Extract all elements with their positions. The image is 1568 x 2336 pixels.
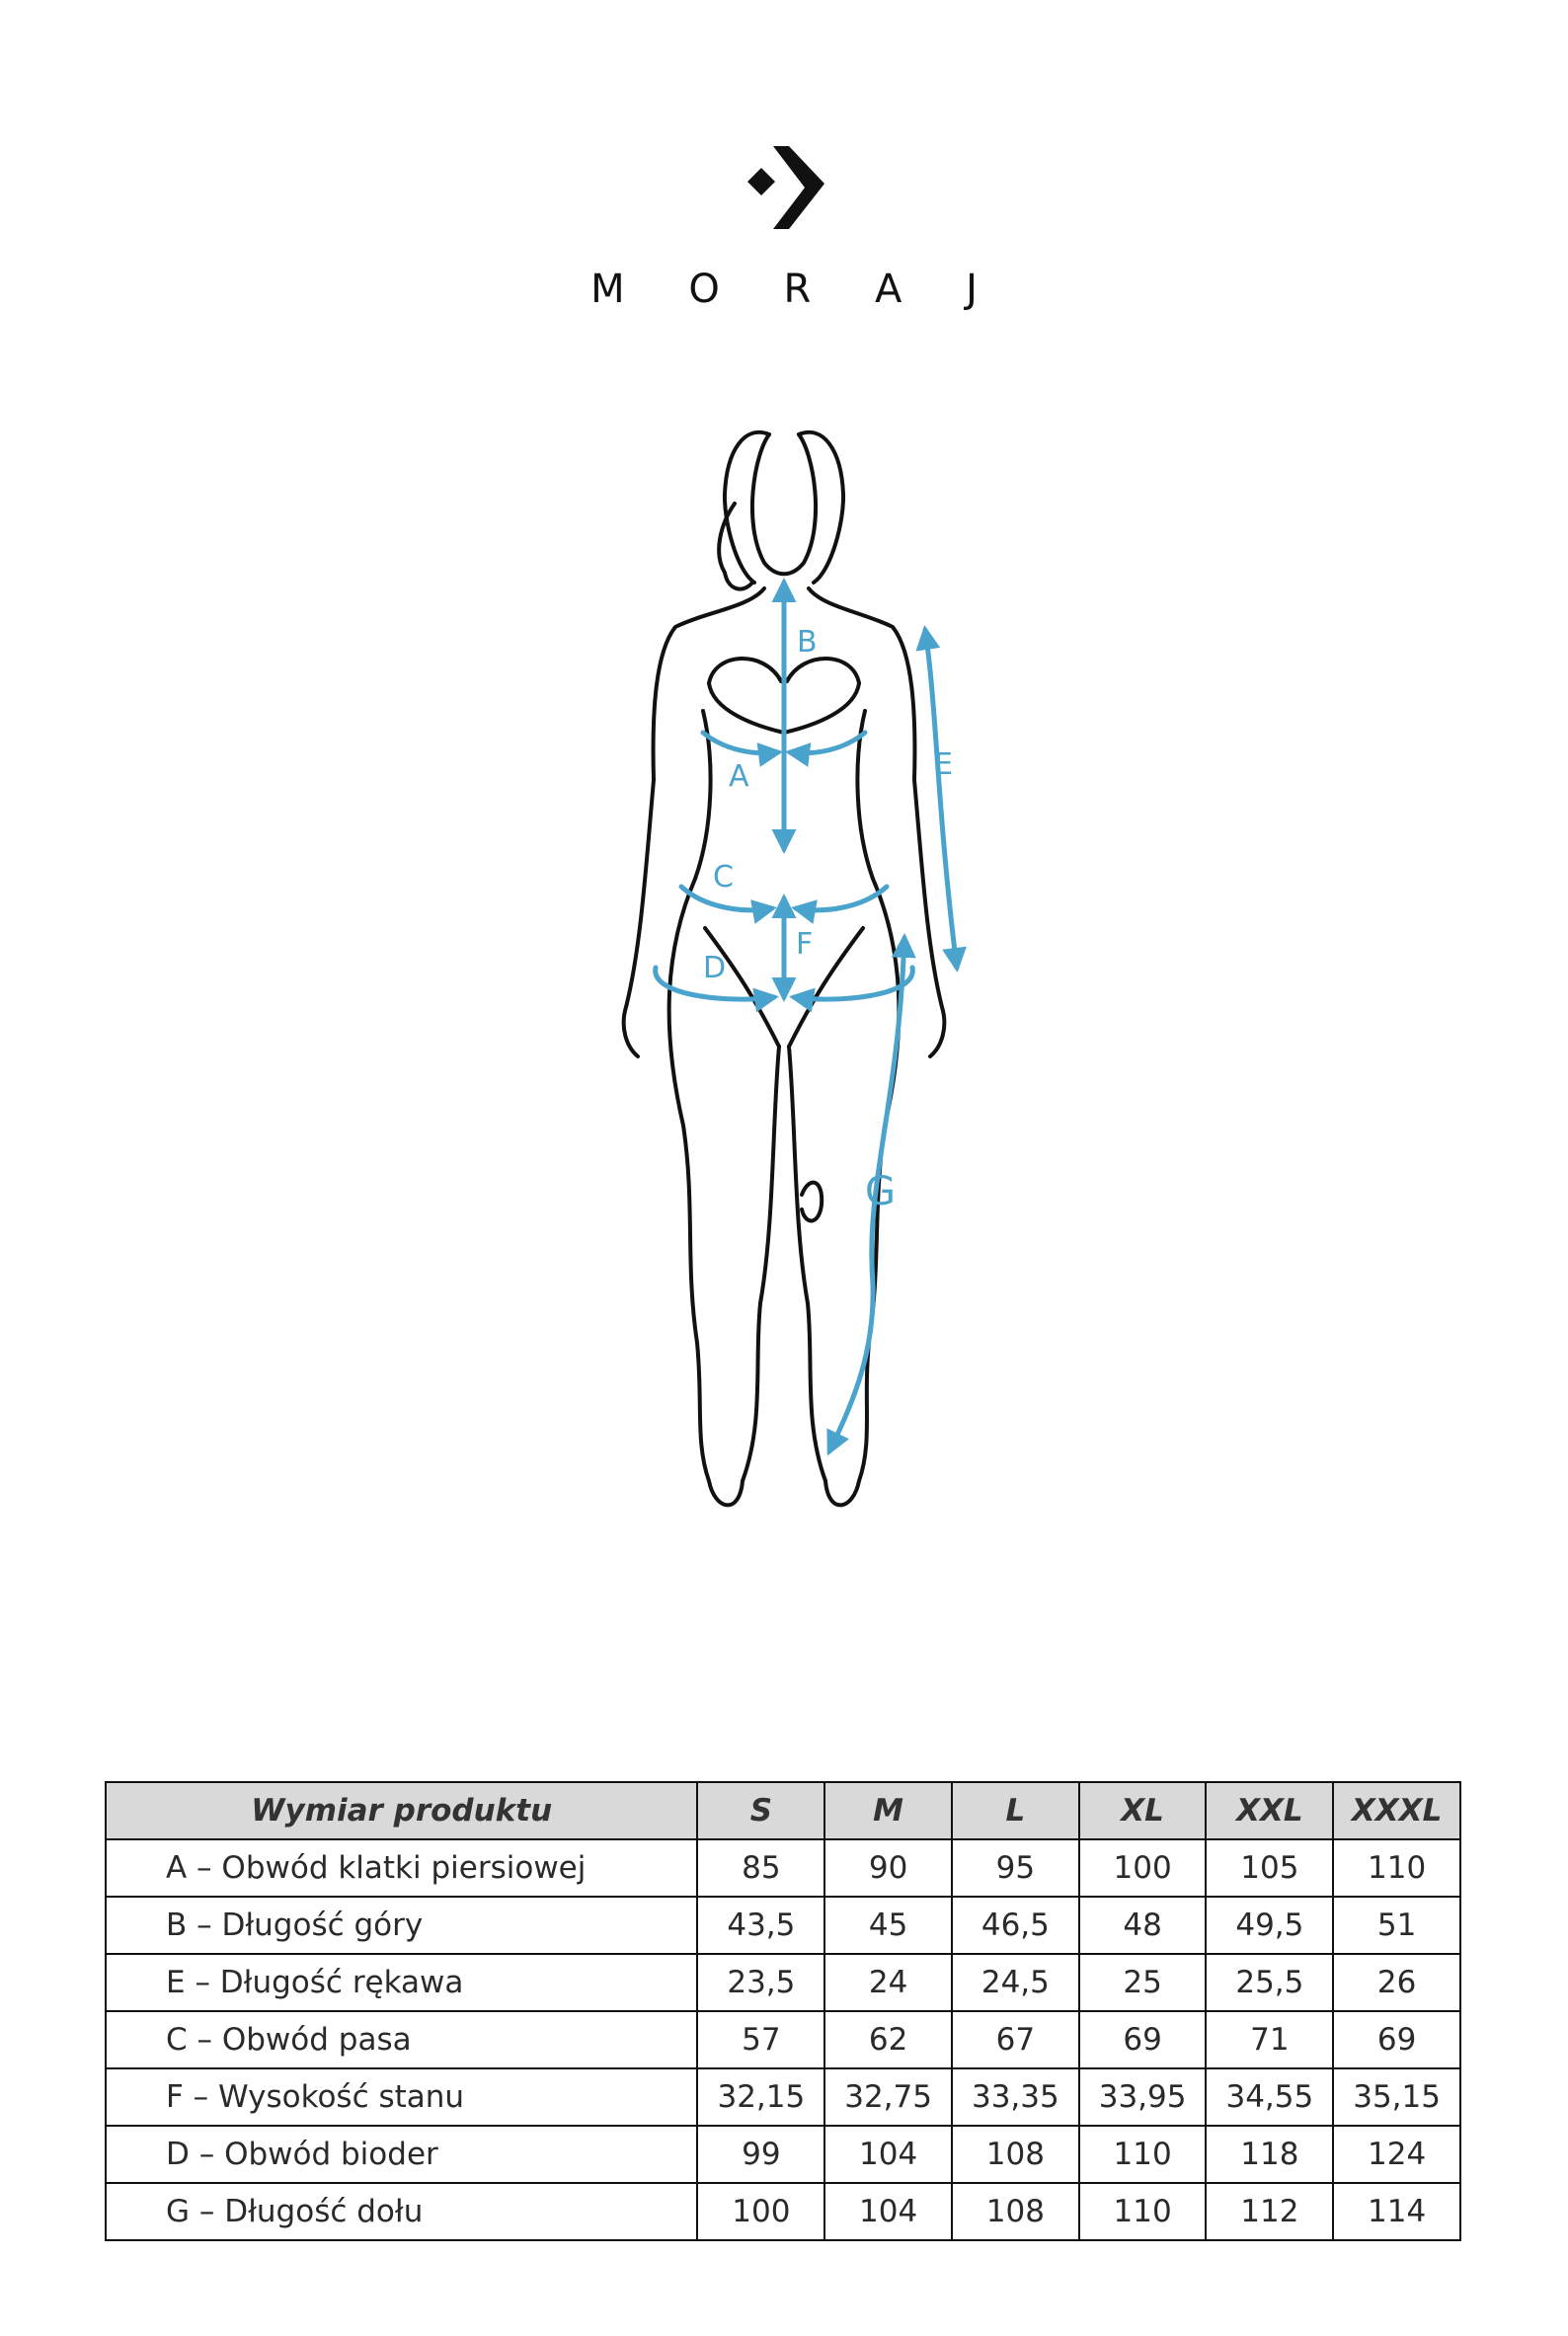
- table-header-row: [106, 1782, 1460, 1839]
- row-label: A – Obwód klatki piersiowej: [106, 1839, 697, 1897]
- cell-value: 71: [1206, 2011, 1333, 2068]
- cell-value: 35,15: [1333, 2068, 1460, 2126]
- table-row: [106, 2126, 1460, 2183]
- table-row: [106, 1897, 1460, 1954]
- cell-value: 67: [952, 2011, 1079, 2068]
- cell-value: 26: [1333, 1954, 1460, 2011]
- cell-value: 104: [824, 2183, 952, 2240]
- label-b: B: [797, 625, 818, 660]
- row-label: D – Obwód bioder: [106, 2126, 697, 2183]
- label-g: G: [865, 1169, 896, 1214]
- cell-value: 100: [1079, 1839, 1207, 1897]
- header-size-xl: XL: [1079, 1782, 1207, 1839]
- cell-value: 124: [1333, 2126, 1460, 2183]
- cell-value: 43,5: [697, 1897, 824, 1954]
- header-size-xxxl: XXXL: [1333, 1782, 1460, 1839]
- cell-value: 24,5: [952, 1954, 1079, 2011]
- cell-value: 99: [697, 2126, 824, 2183]
- cell-value: 85: [697, 1839, 824, 1897]
- row-label: F – Wysokość stanu: [106, 2068, 697, 2126]
- table-row: [106, 2068, 1460, 2126]
- cell-value: 62: [824, 2011, 952, 2068]
- row-label: G – Długość dołu: [106, 2183, 697, 2240]
- cell-value: 32,75: [824, 2068, 952, 2126]
- cell-value: 49,5: [1206, 1897, 1333, 1954]
- label-a: A: [729, 759, 749, 794]
- logo-mark-icon: [740, 138, 828, 237]
- brand-logo: [0, 138, 1568, 237]
- cell-value: 24: [824, 1954, 952, 2011]
- brand-name: M O R A J: [590, 267, 1003, 312]
- cell-value: 110: [1079, 2183, 1207, 2240]
- cell-value: 33,95: [1079, 2068, 1207, 2126]
- label-d: D: [703, 951, 727, 985]
- cell-value: 33,35: [952, 2068, 1079, 2126]
- table-row: [106, 2183, 1460, 2240]
- cell-value: 57: [697, 2011, 824, 2068]
- cell-value: 105: [1206, 1839, 1333, 1897]
- header-size-l: L: [952, 1782, 1079, 1839]
- header-size-xxl: XXL: [1206, 1782, 1333, 1839]
- cell-value: 90: [824, 1839, 952, 1897]
- table-row: [106, 2011, 1460, 2068]
- measurement-figure: [587, 415, 981, 1560]
- cell-value: 108: [952, 2183, 1079, 2240]
- label-f: F: [796, 927, 814, 962]
- row-label: C – Obwód pasa: [106, 2011, 697, 2068]
- cell-value: 51: [1333, 1897, 1460, 1954]
- cell-value: 32,15: [697, 2068, 824, 2126]
- header-size-m: M: [824, 1782, 952, 1839]
- cell-value: 69: [1079, 2011, 1207, 2068]
- cell-value: 114: [1333, 2183, 1460, 2240]
- cell-value: 48: [1079, 1897, 1207, 1954]
- cell-value: 104: [824, 2126, 952, 2183]
- header-size-s: S: [697, 1782, 824, 1839]
- cell-value: 110: [1079, 2126, 1207, 2183]
- cell-value: 69: [1333, 2011, 1460, 2068]
- cell-value: 118: [1206, 2126, 1333, 2183]
- row-label: B – Długość góry: [106, 1897, 697, 1954]
- size-table: [105, 1781, 1461, 2241]
- label-e: E: [934, 747, 953, 782]
- table-row: [106, 1839, 1460, 1897]
- cell-value: 100: [697, 2183, 824, 2240]
- label-c: C: [713, 860, 734, 895]
- cell-value: 108: [952, 2126, 1079, 2183]
- row-label: E – Długość rękawa: [106, 1954, 697, 2011]
- cell-value: 110: [1333, 1839, 1460, 1897]
- cell-value: 46,5: [952, 1897, 1079, 1954]
- cell-value: 112: [1206, 2183, 1333, 2240]
- cell-value: 23,5: [697, 1954, 824, 2011]
- cell-value: 45: [824, 1897, 952, 1954]
- header-dimension: Wymiar produktu: [106, 1782, 697, 1839]
- cell-value: 95: [952, 1839, 1079, 1897]
- cell-value: 25,5: [1206, 1954, 1333, 2011]
- cell-value: 34,55: [1206, 2068, 1333, 2126]
- table-row: [106, 1954, 1460, 2011]
- cell-value: 25: [1079, 1954, 1207, 2011]
